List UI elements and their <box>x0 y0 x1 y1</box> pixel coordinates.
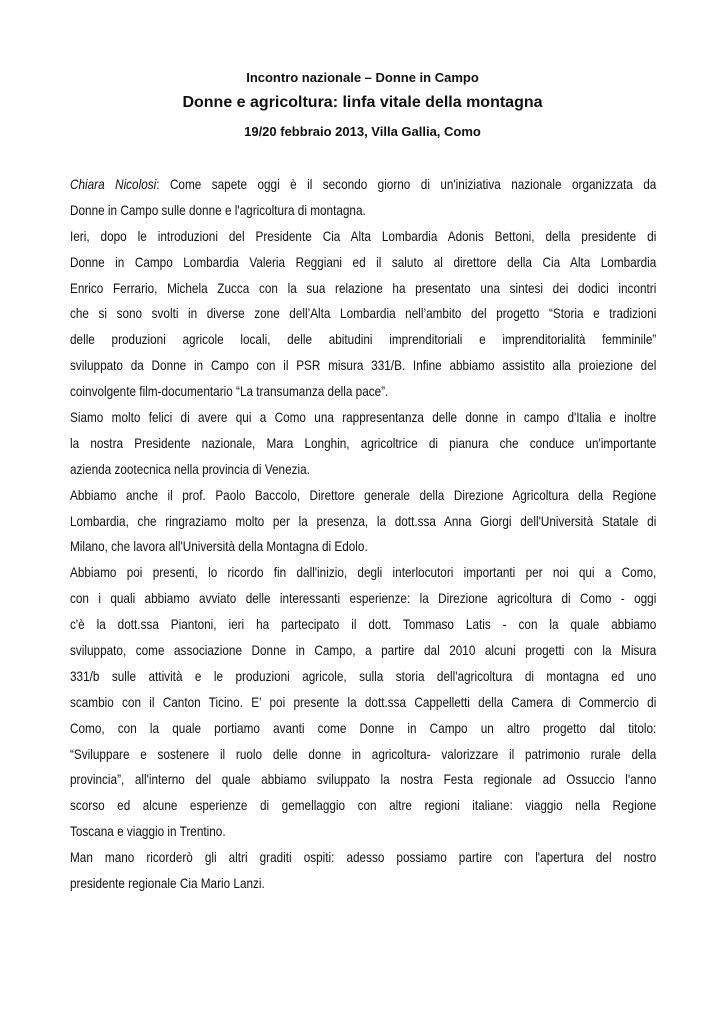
date-place: 19/20 febbraio 2013, Villa Gallia, Como <box>244 124 481 139</box>
text-line: Ieri, dopo le introduzioni del Presidente Cia Alta Lombardia Adonis Bettoni, della presidente di <box>70 227 657 244</box>
text-line: che si sono svolti in diverse zone dell’Alta Lombardia nell’ambito del progetto “Storia e tradizioni <box>70 305 657 322</box>
text-line: con i quali abbiamo avviato delle interessanti esperienze: la Direzione agricoltura di Como - oggi <box>70 590 657 607</box>
text-line: sviluppato da Donne in Campo con il PSR misura 331/B. Infine abbiamo assistito alla proiezione del <box>70 357 657 374</box>
text-line: Donne in Campo sulle donne e l'agricoltura di montagna. <box>70 201 366 218</box>
text-line: Abbiamo anche il prof. Paolo Baccolo, Direttore generale della Direzione Agricoltura della Regione <box>70 486 657 503</box>
text-line: provincia”, all'interno del quale abbiamo sviluppato la nostra Festa regionale ad Ossuccio l'anno <box>70 771 657 788</box>
text-line: la nostra Presidente nazionale, Mara Longhin, agricoltrice di pianura che conduce un'importante <box>70 434 657 451</box>
text-line: 331/b sulle attività e le produzioni agricole, sulla storia dell'agricoltura di montagna ed uno <box>70 667 657 684</box>
event-heading: Incontro nazionale – Donne in Campo <box>246 70 479 85</box>
text-line: sviluppato, come associazione Donne in Campo, a partire dal 2010 alcuni progetti con la Misura <box>70 642 657 659</box>
speech-text: : Come sapete oggi è il secondo giorno di un'iniziativa nazionale organizzata da <box>156 176 657 192</box>
text-line: Enrico Ferrario, Michela Zucca con la sua relazione ha presentato una sintesi dei dodici incontri <box>70 279 657 296</box>
text-line: Siamo molto felici di avere qui a Como una rappresentanza delle donne in campo d'Italia e inoltre <box>70 409 657 426</box>
text-line: scorso ed alcune esperienze di gemellaggio con altre regioni italiane: viaggio nella Regione <box>70 797 657 814</box>
text-line: azienda zootecnica nella provincia di Venezia. <box>70 460 310 477</box>
text-line <box>70 172 656 198</box>
text-line: “Sviluppare e sostenere il ruolo delle donne in agricoltura- valorizzare il patrimonio rurale della <box>70 745 657 762</box>
text-line: Milano, che lavora all'Università della Montagna di Edolo. <box>70 538 368 555</box>
document-body <box>70 172 656 897</box>
text-line: Donne in Campo Lombardia Valeria Reggiani ed il saluto al direttore della Cia Alta Lombardia <box>70 253 657 270</box>
text-line: c'è la dott.ssa Piantoni, ieri ha partecipato il dott. Tommaso Latis - con la quale abbiamo <box>70 616 657 633</box>
text-line: Como, con la quale portiamo avanti come Donne in Campo un altro progetto dal titolo: <box>70 719 657 736</box>
text-line: Abbiamo poi presenti, lo ricordo fin dall'inizio, degli interlocutori importanti per noi qui a Como, <box>70 564 657 581</box>
text-line: Man mano ricorderò gli altri graditi ospiti: adesso possiamo partire con l'apertura del nostro <box>70 849 657 866</box>
text-line: coinvolgente film-documentario “La transumanza della pace”. <box>70 383 389 400</box>
text-line: scambio con il Canton Ticino. E’ poi presente la dott.ssa Cappelletti della Camera di Commercio di <box>70 693 657 710</box>
text-line: Lombardia, che ringraziamo molto per la presenza, la dott.ssa Anna Giorgi dell'Università Statale di <box>70 512 657 529</box>
text-line: Toscana e viaggio in Trentino. <box>70 823 226 840</box>
text-line: presidente regionale Cia Mario Lanzi. <box>70 875 265 892</box>
document-title: Donne e agricoltura: linfa vitale della montagna <box>182 94 543 111</box>
text-line: delle produzioni agricole locali, delle abitudini imprenditoriali e imprenditorialità femminile” <box>70 331 657 348</box>
speaker-name: Chiara Nicolosi <box>70 176 157 192</box>
